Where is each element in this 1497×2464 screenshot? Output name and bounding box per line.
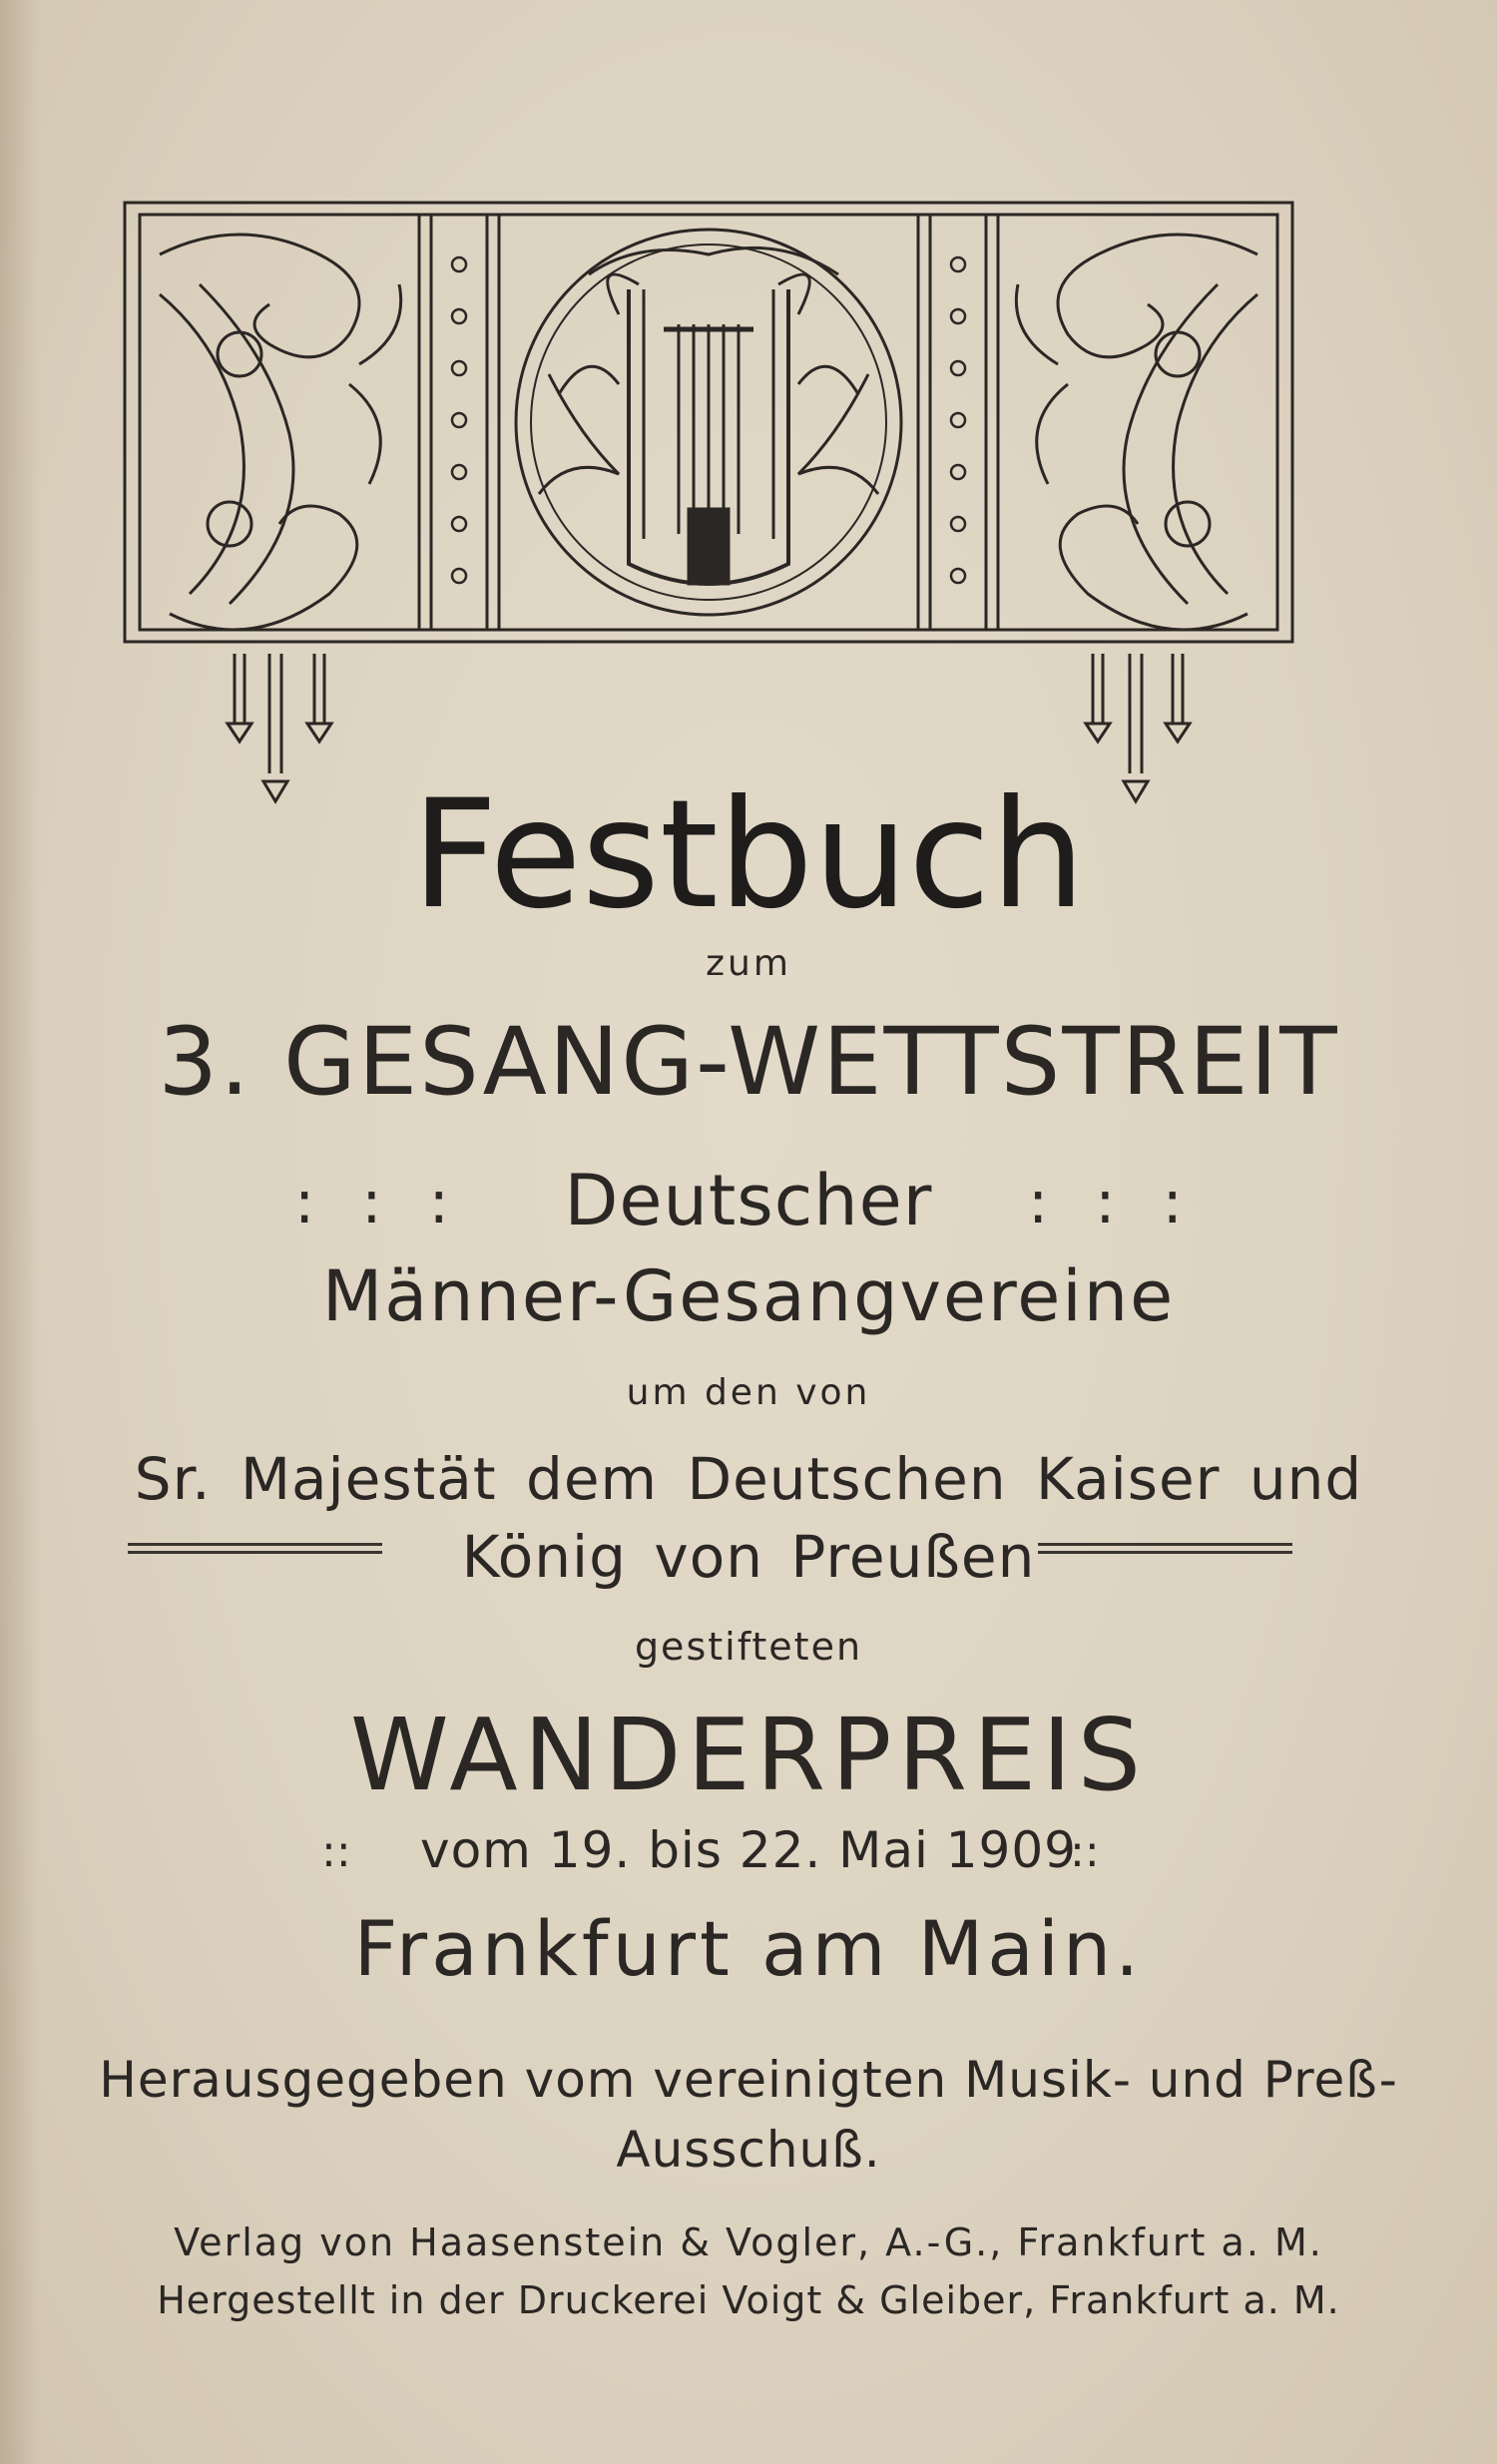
publisher-line-1: Herausgegeben vom vereinigten Musik- und Preß- xyxy=(99,2051,1398,2109)
line-um-den-von: um den von xyxy=(626,1372,871,1413)
line-koenig: König von Preußen xyxy=(461,1523,1036,1591)
line-deutscher: Deutscher xyxy=(564,1160,933,1241)
event-city: Frankfurt am Main. xyxy=(353,1904,1144,1993)
line-majestaet: Sr. Majestät dem Deutschen Kaiser und xyxy=(134,1445,1363,1513)
decor-colons-right: : : : xyxy=(1028,1168,1197,1237)
date-colons-right: :: xyxy=(1070,1826,1100,1877)
event-date: vom 19. bis 22. Mai 1909 xyxy=(420,1821,1077,1879)
line-gestifteten: gestifteten xyxy=(634,1625,863,1669)
imprint-verlag: Verlag von Haasenstein & Vogler, A.-G., Frankfurt a. M. xyxy=(174,2220,1323,2264)
date-colons-left: :: xyxy=(321,1826,351,1877)
line-maenner-gesangvereine: Männer-Gesangvereine xyxy=(321,1255,1176,1337)
prize-name: WANDERPREIS xyxy=(349,1697,1148,1813)
book-title: Festbuch xyxy=(411,768,1086,942)
event-name: 3. GESANG-WETTSTREIT xyxy=(158,1008,1339,1117)
publisher-line-2: Ausschuß. xyxy=(616,2121,881,2179)
subtitle-zum: zum xyxy=(706,943,791,984)
imprint-printer: Hergestellt in der Druckerei Voigt & Gleiber, Frankfurt a. M. xyxy=(157,2278,1340,2322)
decor-colons-left: : : : xyxy=(294,1168,463,1237)
double-rule-right xyxy=(1038,1543,1292,1565)
art-nouveau-lyre-ornament-icon xyxy=(120,195,1297,823)
